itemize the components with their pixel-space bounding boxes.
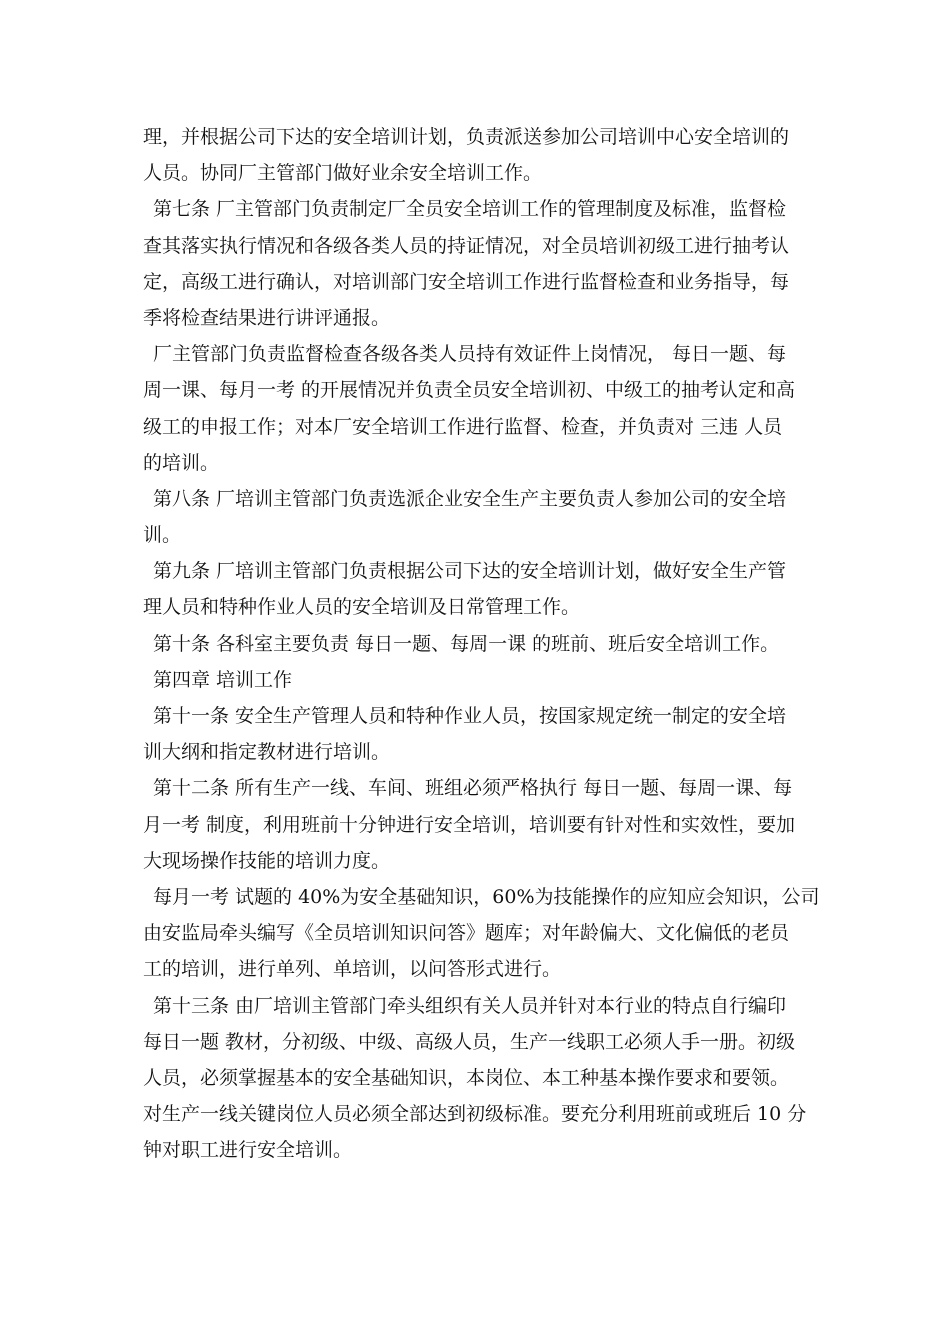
article-10-line: 第十条 各科室主要负责 每日一题、每周一课 的班前、班后安全培训工作。 (153, 632, 780, 655)
text-line: 季将检查结果进行讲评通报。 (143, 306, 391, 329)
text-line: 钟对职工进行安全培训。 (143, 1139, 353, 1162)
text-line: 周一课、每月一考 的开展情况并负责全员安全培训初、中级工的抽考认定和高 (143, 379, 796, 402)
text-line: 查其落实执行情况和各级各类人员的持证情况，对全员培训初级工进行抽考认 (143, 234, 790, 257)
text-line: 大现场操作技能的培训力度。 (143, 849, 391, 872)
paragraph-line: 每月一考 试题的 40%为安全基础知识，60%为技能操作的应知应会知识，公司 (153, 885, 820, 908)
text-line: 级工的申报工作；对本厂安全培训工作进行监督、检查，并负责对 三违 人员 (143, 415, 783, 438)
text-line: 定，高级工进行确认，对培训部门安全培训工作进行监督检查和业务指导，每 (143, 270, 790, 293)
text-line: 人员。协同厂主管部门做好业余安全培训工作。 (143, 162, 543, 185)
text-line: 月一考 制度，利用班前十分钟进行安全培训，培训要有针对性和实效性，要加 (143, 813, 796, 836)
article-7-line: 第七条 厂主管部门负责制定厂全员安全培训工作的管理制度及标准，监督检 (153, 198, 787, 221)
article-11-line: 第十一条 安全生产管理人员和特种作业人员，按国家规定统一制定的安全培 (153, 705, 787, 727)
chapter-4-heading: 第四章 培训工作 (153, 668, 293, 691)
document-body (143, 119, 820, 1168)
text-line: 每日一题 教材，分初级、中级、高级人员，生产一线职工必须人手一册。初级 (143, 1030, 796, 1053)
text-line: 人员，必须掌握基本的安全基础知识，本岗位、本工种基本操作要求和要领。 (143, 1066, 790, 1089)
article-13-line: 第十三条 由厂培训主管部门牵头组织有关人员并针对本行业的特点自行编印 (153, 994, 787, 1017)
article-8-line: 第八条 厂培训主管部门负责选派企业安全生产主要负责人参加公司的安全培 (153, 487, 787, 510)
text-line: 理人员和特种作业人员的安全培训及日常管理工作。 (143, 596, 581, 619)
text-line: 的培训。 (143, 451, 220, 474)
text-line: 工的培训，进行单列、单培训，以问答形式进行。 (143, 958, 562, 981)
text-line: 训。 (143, 524, 182, 547)
article-12-line: 第十二条 所有生产一线、车间、班组必须严格执行 每日一题、每周一课、每 (153, 777, 793, 800)
article-9-line: 第九条 厂培训主管部门负责根据公司下达的安全培训计划，做好安全生产管 (153, 560, 787, 583)
text-line: 理，并根据公司下达的安全培训计划，负责派送参加公司培训中心安全培训的 (143, 126, 790, 148)
text-line: 训大纲和指定教材进行培训。 (143, 741, 391, 764)
paragraph-line: 厂主管部门负责监督检查各级各类人员持有效证件上岗情况， 每日一题、每 (153, 343, 787, 366)
text-line: 由安监局牵头编写《全员培训知识问答》题库；对年龄偏大、文化偏低的老员 (143, 922, 790, 945)
text-line: 对生产一线关键岗位人员必须全部达到初级标准。要充分利用班前或班后 10 分 (143, 1103, 807, 1126)
